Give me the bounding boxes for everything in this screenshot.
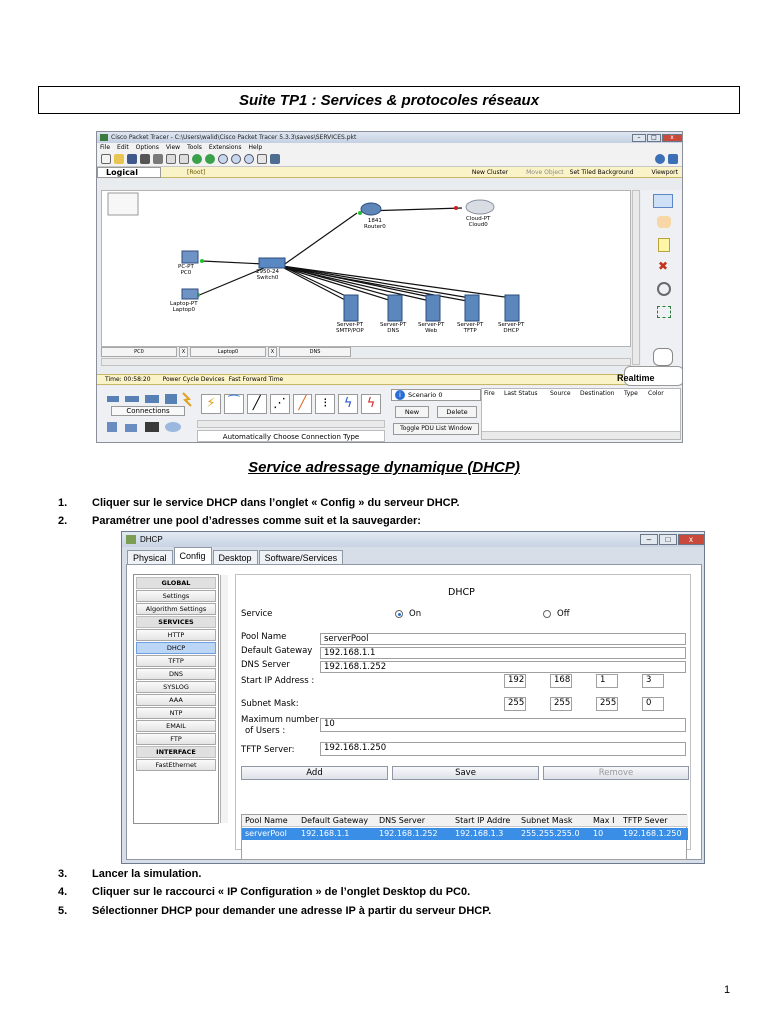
col-default-gateway: Default Gateway	[301, 816, 369, 825]
dns-server-label: DNS Server	[241, 660, 290, 670]
crossover-icon[interactable]: ⋰	[270, 394, 290, 414]
device-subtype-icons	[105, 418, 205, 438]
start-ip-label: Start IP Address :	[241, 676, 315, 686]
inspect-icon[interactable]	[657, 282, 671, 296]
undo-icon[interactable]	[192, 154, 202, 164]
section-title: Service adressage dynamique (DHCP)	[248, 459, 520, 476]
sidebar-item-ftp[interactable]: FTP	[136, 733, 216, 745]
sidebar-item-http[interactable]: HTTP	[136, 629, 216, 641]
set-tiled-background-button[interactable]: Set Tiled Background	[569, 168, 634, 176]
sidebar-item-algorithm-settings[interactable]: Algorithm Settings	[136, 603, 216, 615]
realtime-mode-label: Realtime	[617, 373, 655, 383]
pdu-col-fire: Fire	[484, 390, 495, 397]
default-gateway-input[interactable]: 192.168.1.1	[320, 647, 686, 659]
dns-server-input[interactable]: 192.168.1.252	[320, 661, 686, 673]
time-display: Time: 00:58:20	[105, 376, 151, 383]
tftp-server-label: Server-PT TFTP	[457, 322, 484, 334]
zoom-in-icon[interactable]	[218, 154, 228, 164]
tab-config[interactable]: Config	[174, 547, 212, 564]
dhcp-config-panel	[235, 574, 691, 850]
dhcp-window-tabs	[122, 547, 704, 564]
router0-label: 1841 Router0	[364, 218, 386, 230]
straight-through-icon[interactable]: ╱	[247, 394, 267, 414]
select-tool-icon[interactable]	[653, 194, 673, 208]
new-file-icon[interactable]	[101, 154, 111, 164]
auto-connection-icon[interactable]: ⚡	[201, 394, 221, 414]
start-ip-octet-2[interactable]: 168	[550, 674, 572, 688]
links	[197, 208, 512, 301]
server-web-icon	[426, 295, 440, 321]
logical-workspace[interactable]	[101, 190, 631, 347]
cell-dns-server: 192.168.1.252	[379, 829, 438, 838]
laptop-icon	[182, 289, 198, 299]
tab-physical[interactable]: Physical	[127, 550, 173, 564]
cloud-link-light	[454, 206, 458, 210]
config-tab-body	[126, 564, 702, 860]
connection-types-scrollbar[interactable]	[197, 420, 385, 428]
wireless-category-icon[interactable]	[165, 394, 177, 404]
save-pool-button[interactable]: Save	[392, 766, 539, 780]
tab-desktop[interactable]: Desktop	[213, 550, 258, 564]
dhcp-window-titlebar	[122, 532, 704, 547]
workspace-horizontal-scrollbar[interactable]	[101, 358, 631, 366]
document-title-box	[38, 86, 740, 114]
tab-software-services[interactable]: Software/Services	[259, 550, 344, 564]
copy-icon[interactable]	[166, 154, 176, 164]
cell-tftp-server: 192.168.1.250	[623, 829, 682, 838]
simulation-mode-icon[interactable]	[653, 348, 673, 366]
custom-devices-icon[interactable]	[270, 154, 280, 164]
pc0-tab[interactable]: PC0	[101, 347, 177, 357]
service-off-label: Off	[557, 609, 570, 619]
step-number: 5.	[58, 905, 68, 917]
open-folder-icon[interactable]	[114, 154, 124, 164]
power-cycle-button[interactable]: Power Cycle Devices	[162, 376, 225, 383]
router-icon	[361, 203, 381, 215]
max-users-label-line1: Maximum number	[241, 715, 319, 725]
dns-server-label: Server-PT DNS	[380, 322, 407, 334]
pdu-col-destination: Destination	[580, 390, 615, 397]
sidebar-item-settings[interactable]: Settings	[136, 590, 216, 602]
zoom-reset-icon[interactable]	[231, 154, 241, 164]
root-label: [Root]	[187, 168, 206, 176]
step-text: Paramétrer une pool d’adresses comme suit et la sauvegarder:	[92, 515, 421, 527]
sidebar-header-global: GLOBAL	[136, 577, 216, 589]
web-server-label: Server-PT Web	[418, 322, 445, 334]
routers-category-icon[interactable]	[107, 396, 119, 402]
cell-default-gateway: 192.168.1.1	[301, 829, 350, 838]
move-object-button[interactable]: Move Object	[526, 168, 564, 176]
activity-wizard-icon[interactable]	[153, 154, 163, 164]
print-icon[interactable]	[140, 154, 150, 164]
common-tools-bar	[641, 190, 683, 370]
laptop0-tab[interactable]: Laptop0	[190, 347, 266, 357]
pool-name-label: Pool Name	[241, 632, 287, 642]
dhcp-window	[121, 531, 705, 864]
menu-view[interactable]: View	[165, 144, 181, 151]
sidebar-item-ntp[interactable]: NTP	[136, 707, 216, 719]
move-layout-icon[interactable]	[657, 216, 671, 228]
subnet-octet-2[interactable]: 255	[550, 697, 572, 711]
start-ip-octet-3[interactable]: 1	[596, 674, 618, 688]
remove-pool-button[interactable]: Remove	[543, 766, 689, 780]
menu-extensions[interactable]: Extensions	[208, 144, 242, 151]
sidebar-item-syslog[interactable]: SYSLOG	[136, 681, 216, 693]
step-text: Cliquer sur le raccourci « IP Configuration » de l’onglet Desktop du PC0.	[92, 886, 471, 898]
subnet-octet-1[interactable]: 255	[504, 697, 526, 711]
step-4	[58, 886, 470, 898]
dhcp-server-label: Server-PT DHCP	[498, 322, 525, 334]
cell-pool-name: serverPool	[245, 829, 287, 838]
pt-titlebar	[97, 132, 682, 143]
fiber-icon[interactable]: ╱	[293, 394, 313, 414]
col-max-users: Max I	[593, 816, 615, 825]
pdu-col-source: Source	[550, 390, 571, 397]
close-button[interactable]: x	[662, 134, 682, 142]
pt-logical-bar	[97, 167, 682, 178]
col-dns-server: DNS Server	[379, 816, 425, 825]
sidebar-scrollbar[interactable]	[220, 575, 228, 823]
menu-options[interactable]: Options	[135, 144, 159, 151]
custom-device-icon[interactable]	[145, 422, 159, 432]
dns-tab[interactable]: DNS	[279, 347, 351, 357]
service-off-radio[interactable]	[543, 610, 551, 618]
logical-tab[interactable]: Logical	[97, 167, 161, 178]
new-cluster-button[interactable]: New Cluster	[471, 168, 509, 176]
smtp-server-label: Server-PT SMTP/POP	[336, 322, 364, 334]
service-on-radio[interactable]	[395, 610, 403, 618]
cell-subnet-mask: 255.255.255.0	[521, 829, 580, 838]
pool-name-input[interactable]: serverPool	[320, 633, 686, 645]
phone-icon[interactable]: ⁝	[315, 394, 335, 414]
packet-tracer-icon	[100, 134, 108, 141]
switches-category-icon[interactable]	[125, 396, 139, 402]
pc0-label: PC-PT PC0	[178, 264, 194, 276]
server-dhcp-icon	[505, 295, 519, 321]
step-number: 2.	[58, 515, 68, 527]
cell-max-users: 10	[593, 829, 604, 838]
paste-icon[interactable]	[179, 154, 189, 164]
multiuser-icon[interactable]	[165, 422, 181, 432]
subnet-mask-label: Subnet Mask:	[241, 699, 299, 709]
sidebar-item-tftp[interactable]: TFTP	[136, 655, 216, 667]
save-icon[interactable]	[127, 154, 137, 164]
step-number: 1.	[58, 497, 68, 509]
page-number: 1	[724, 984, 731, 996]
panel-title: DHCP	[448, 587, 475, 598]
pdu-col-last-status: Last Status	[504, 390, 538, 397]
auto-connection-label: Automatically Choose Connection Type	[197, 430, 385, 442]
add-pool-button[interactable]: Add	[241, 766, 388, 780]
subnet-octet-4[interactable]: 0	[642, 697, 664, 711]
col-subnet-mask: Subnet Mask	[521, 816, 573, 825]
close-button[interactable]: x	[678, 534, 704, 545]
step-2	[58, 515, 421, 527]
pool-table-header	[242, 815, 688, 827]
resize-shape-icon[interactable]	[657, 306, 671, 318]
start-ip-octet-1[interactable]: 192	[504, 674, 526, 688]
config-sidebar	[133, 574, 219, 824]
pool-table	[241, 814, 687, 860]
cell-start-ip: 192.168.1.3	[455, 829, 504, 838]
subnet-octet-3[interactable]: 255	[596, 697, 618, 711]
server-icon	[126, 535, 136, 544]
service-on-label: On	[409, 609, 422, 619]
pt-status-bar	[97, 374, 683, 385]
dhcp-window-title: DHCP	[140, 535, 163, 544]
hubs-category-icon[interactable]	[145, 395, 159, 403]
info-icon[interactable]	[655, 154, 665, 164]
help-icon[interactable]	[668, 154, 678, 164]
switch-icon	[259, 258, 285, 268]
sidebar-item-aaa[interactable]: AAA	[136, 694, 216, 706]
step-text: Cliquer sur le service DHCP dans l’onglet « Config » du serveur DHCP.	[92, 497, 460, 509]
menu-tools[interactable]: Tools	[187, 144, 202, 151]
minimize-button[interactable]: –	[632, 134, 646, 142]
pdu-list	[481, 388, 681, 440]
document-title: Suite TP1 : Services & protocoles réseaux	[238, 91, 540, 109]
menu-edit[interactable]: Edit	[117, 144, 129, 151]
delete-icon[interactable]: ✖	[658, 259, 669, 273]
serial-dce-icon[interactable]: ϟ	[361, 394, 381, 414]
pdu-list-scrollbar[interactable]	[482, 431, 680, 439]
place-note-icon[interactable]	[658, 238, 670, 252]
col-start-ip: Start IP Addre	[455, 816, 511, 825]
pdu-col-color: Color	[648, 390, 664, 397]
start-ip-octet-4[interactable]: 3	[642, 674, 664, 688]
pt-window-title: Cisco Packet Tracer - C:\Users\walid\Cisco Packet Tracer 5.3.3\saves\SERVICES.pkt	[111, 134, 357, 141]
delete-scenario-button[interactable]: Delete	[437, 406, 477, 418]
pc0-tab-close[interactable]: X	[179, 347, 188, 357]
minimize-button[interactable]: –	[640, 534, 658, 545]
coaxial-icon[interactable]: ϟ	[338, 394, 358, 414]
pdu-col-type: Type	[624, 390, 638, 397]
cloud-icon	[466, 200, 494, 214]
max-users-label-line2: of Users :	[245, 726, 286, 736]
workspace-vertical-scrollbar[interactable]	[632, 190, 640, 365]
pt-menubar	[97, 143, 682, 152]
connection-types	[197, 390, 385, 418]
device-window-tabs	[101, 347, 631, 358]
scenario-select[interactable]: Scenario 0	[391, 389, 481, 401]
service-label: Service	[241, 609, 273, 619]
step-text: Lancer la simulation.	[92, 868, 202, 880]
step-3	[58, 868, 201, 880]
console-cable-icon[interactable]: ⁀	[224, 394, 244, 414]
sidebar-header-services: SERVICES	[136, 616, 216, 628]
cluster-icon	[108, 193, 138, 215]
sidebar-item-email[interactable]: EMAIL	[136, 720, 216, 732]
tftp-server-label: TFTP Server:	[241, 745, 295, 755]
redo-icon[interactable]	[205, 154, 215, 164]
menu-help[interactable]: Help	[248, 144, 263, 151]
max-users-input[interactable]: 10	[320, 718, 686, 732]
step-5	[58, 905, 491, 917]
toggle-pdu-list-button[interactable]: Toggle PDU List Window	[393, 423, 479, 435]
sidebar-item-dhcp[interactable]: DHCP	[136, 642, 216, 654]
connections-label: Connections	[111, 406, 185, 416]
device-panel	[97, 386, 683, 443]
new-scenario-button[interactable]: New	[395, 406, 429, 418]
sidebar-item-dns[interactable]: DNS	[136, 668, 216, 680]
zoom-out-icon[interactable]	[244, 154, 254, 164]
switch0-label: 2950-24 Switch0	[256, 269, 279, 281]
server-smtp-icon	[344, 295, 358, 321]
col-tftp-server: TFTP Sever	[623, 816, 668, 825]
step-number: 4.	[58, 886, 68, 898]
cloud0-label: Cloud-PT Cloud0	[466, 216, 491, 228]
laptop0-label: Laptop-PT Laptop0	[170, 301, 198, 313]
step-number: 3.	[58, 868, 68, 880]
sidebar-header-interface: INTERFACE	[136, 746, 216, 758]
viewport-button[interactable]: Viewport	[651, 168, 678, 176]
tftp-server-input[interactable]: 192.168.1.250	[320, 742, 686, 756]
laptop0-tab-close[interactable]: X	[268, 347, 277, 357]
maximize-button[interactable]: □	[659, 534, 677, 545]
drawing-palette-icon[interactable]	[257, 154, 267, 164]
step-text: Sélectionner DHCP pour demander une adresse IP à partir du serveur DHCP.	[92, 905, 492, 917]
col-pool-name: Pool Name	[245, 816, 288, 825]
pt-toolbar	[97, 152, 682, 167]
fast-forward-button[interactable]: Fast Forward Time	[228, 376, 284, 383]
table-row[interactable]	[242, 828, 688, 840]
maximize-button[interactable]: □	[647, 134, 661, 142]
server-tftp-icon	[465, 295, 479, 321]
packet-tracer-screenshot	[96, 131, 683, 443]
scenario-info-icon[interactable]: i	[395, 390, 405, 400]
wan-emulation-icon[interactable]	[125, 424, 137, 432]
server-dns-icon	[388, 295, 402, 321]
end-devices-icon[interactable]	[107, 422, 117, 432]
sidebar-item-fastethernet[interactable]: FastEthernet	[136, 759, 216, 771]
pc-icon	[182, 251, 198, 263]
default-gateway-label: Default Gateway	[241, 646, 313, 656]
menu-file[interactable]: File	[100, 144, 111, 151]
step-1	[58, 497, 460, 509]
connections-category-icon[interactable]	[183, 393, 191, 406]
